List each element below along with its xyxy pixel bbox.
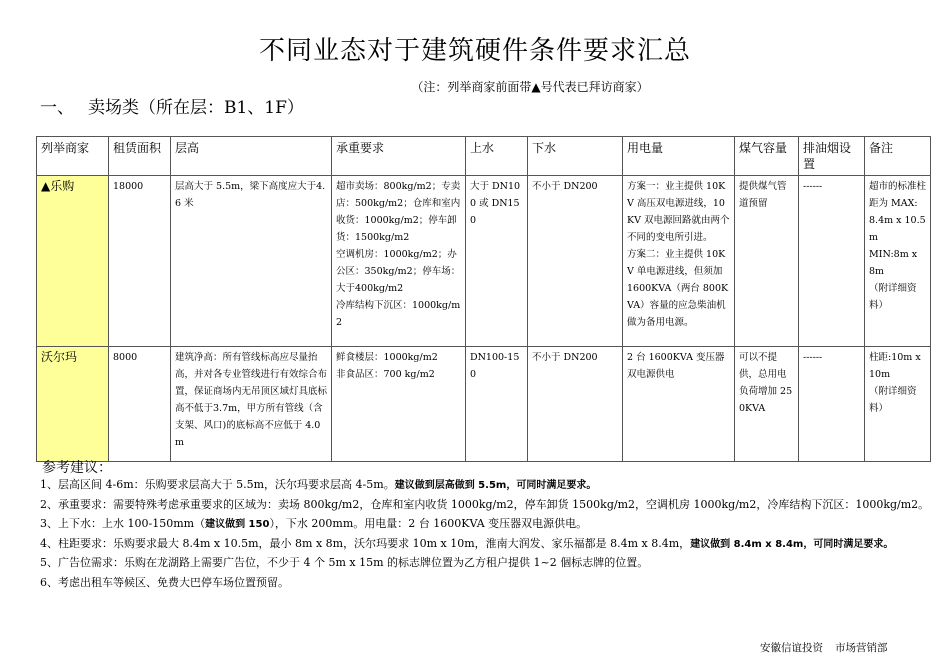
header-water-out: 下水 [528,137,623,176]
header-area: 租赁面积 [109,137,171,176]
header-power: 用电量 [623,137,735,176]
remark-line: 超市的标准柱距为 MAX:8.4m x 10.5m [869,181,927,243]
cell-merchant: 沃尔玛 [37,347,109,462]
load-line: 非食品区：700 kg/m2 [336,369,435,380]
remark-line: （附详细资料） [869,283,917,311]
remark-line: （附详细资料） [869,386,917,414]
cell-water-out: 不小于 DN200 [528,176,623,347]
header-water-in: 上水 [466,137,528,176]
suggestion-item [40,476,940,496]
load-line: 超市卖场：800kg/m2；专卖店：500kg/m2；仓库和室内收货：1000kg/m2；停车卸货：1500kg/m2 [336,181,461,243]
visited-note: （注：列举商家前面带▲号代表已拜访商家） [411,80,649,94]
cell-water-in: DN100-150 [466,347,528,462]
cell-height: 建筑净高：所有管线标高应尽量抬高，并对各专业管线进行有效综合布置，保证商场内无吊顶区域灯具底标高不低于3.7m，甲方所有管线（含支架、风口)的底标高不应低于 4.0m [171,347,332,462]
header-load: 承重要求 [332,137,466,176]
cell-remark [865,347,931,462]
suggestion-item [40,515,940,535]
suggestion-item [40,535,940,555]
suggestion-text: 4、柱距要求：乐购要求最大 8.4m x 10.5m，最小 8m x 8m，沃尔玛要求 10m x 10m，淮南大润发、家乐福都是 8.4m x 8.4m， [40,536,691,550]
suggestion-bold: 建议做到 8.4m x 8.4m，可同时满足要求。 [690,538,894,550]
cell-area: 8000 [109,347,171,462]
cell-power [623,176,735,347]
header-remark: 备注 [865,137,931,176]
cell-water-out: 不小于 DN200 [528,347,623,462]
header-height: 层高 [171,137,332,176]
table-row [37,176,931,347]
requirements-table [36,136,931,462]
cell-remark [865,176,931,347]
suggestion-text: 1、层高区间 4-6m：乐购要求层高大于 5.5m，沃尔玛要求层高 4-5m。 [40,478,395,491]
load-line: 鲜食楼层：1000kg/m2 [336,352,438,363]
footer-department: 市场营销部 [835,642,888,654]
cell-area: 18000 [109,176,171,347]
load-line: 冷库结构下沉区：1000kg/m2 [336,300,461,328]
table-header-row [37,137,931,176]
remark-line: 柱距:10m x 10m [869,352,921,380]
suggestion-text: 2、承重要求：需要特殊考虑承重要求的区域为：卖场 800kg/m2，仓库和室内收货 1000kg/m2，停车卸货 1500kg/m2，空调机房 1000kg/m2，冷库结构下沉区：1000kg/m2。 [40,497,930,511]
cell-power [623,347,735,462]
footer-company: 安徽信谊投资 [760,642,823,654]
suggestion-tail: ），下水 200mm。用电量：2 台 1600KVA 变压器双电源供电。 [269,517,588,530]
cell-water-in: 大于 DN100 或 DN150 [466,176,528,347]
suggestion-item [40,574,940,594]
suggestion-bold: 建议做到 150 [205,519,270,530]
section-heading [40,93,304,118]
power-line: 2 台 1600KVA 变压器双电源供电 [627,352,725,380]
suggestion-text: 5、广告位需求：乐购在龙湖路上需要广告位，不少于 4 个 5m x 15m 的标志牌位置为乙方租户提供 1~2 個标志牌的位置。 [40,556,649,569]
suggestion-bold: 建议做到层高做到 5.5m，可同时满足要求。 [394,480,597,491]
suggestions-title: 参考建议： [42,460,112,476]
section-label: 卖场类（所在层：B1、1F） [88,98,304,118]
header-merchant: 列举商家 [37,137,109,176]
page-title: 不同业态对于建筑硬件条件要求汇总 [258,36,691,66]
suggestion-text: 3、上下水：上水 100-150mm（ [40,517,206,530]
cell-exhaust: ------ [799,347,865,462]
cell-merchant: ▲乐购 [37,176,109,347]
header-gas: 煤气容量 [735,137,799,176]
suggestion-item [40,496,940,516]
header-exhaust: 排油烟设置 [799,137,865,176]
power-line: 方案一：业主提供 10KV 高压双电源进线，10KV 双电源回路就由两个不同的变电所引进。 [627,181,730,243]
suggestion-text: 6、考虑出租车等候区、免费大巴停车场位置预留。 [40,575,289,589]
section-number: 一、 [40,98,74,118]
suggestion-item [40,554,940,574]
table-row [37,347,931,462]
cell-load [332,176,466,347]
cell-gas: 可以不提供，总用电负荷增加 250KVA [735,347,799,462]
cell-load [332,347,466,462]
power-line: 方案二：业主提供 10KV 单电源进线，但须加 1600KVA（两台 800KVA）容量的应急柴油机做为备用电源。 [627,249,729,328]
suggestions-list [40,476,940,593]
footer [760,640,888,655]
load-line: 空调机房：1000kg/m2；办公区：350kg/m2；停车场：大于400kg/m2 [336,249,461,294]
cell-height: 层高大于 5.5m，梁下高度应大于4.6 米 [171,176,332,347]
remark-line: MIN:8m x 8m [869,249,918,277]
cell-exhaust: ------ [799,176,865,347]
cell-gas: 提供煤气管道预留 [735,176,799,347]
